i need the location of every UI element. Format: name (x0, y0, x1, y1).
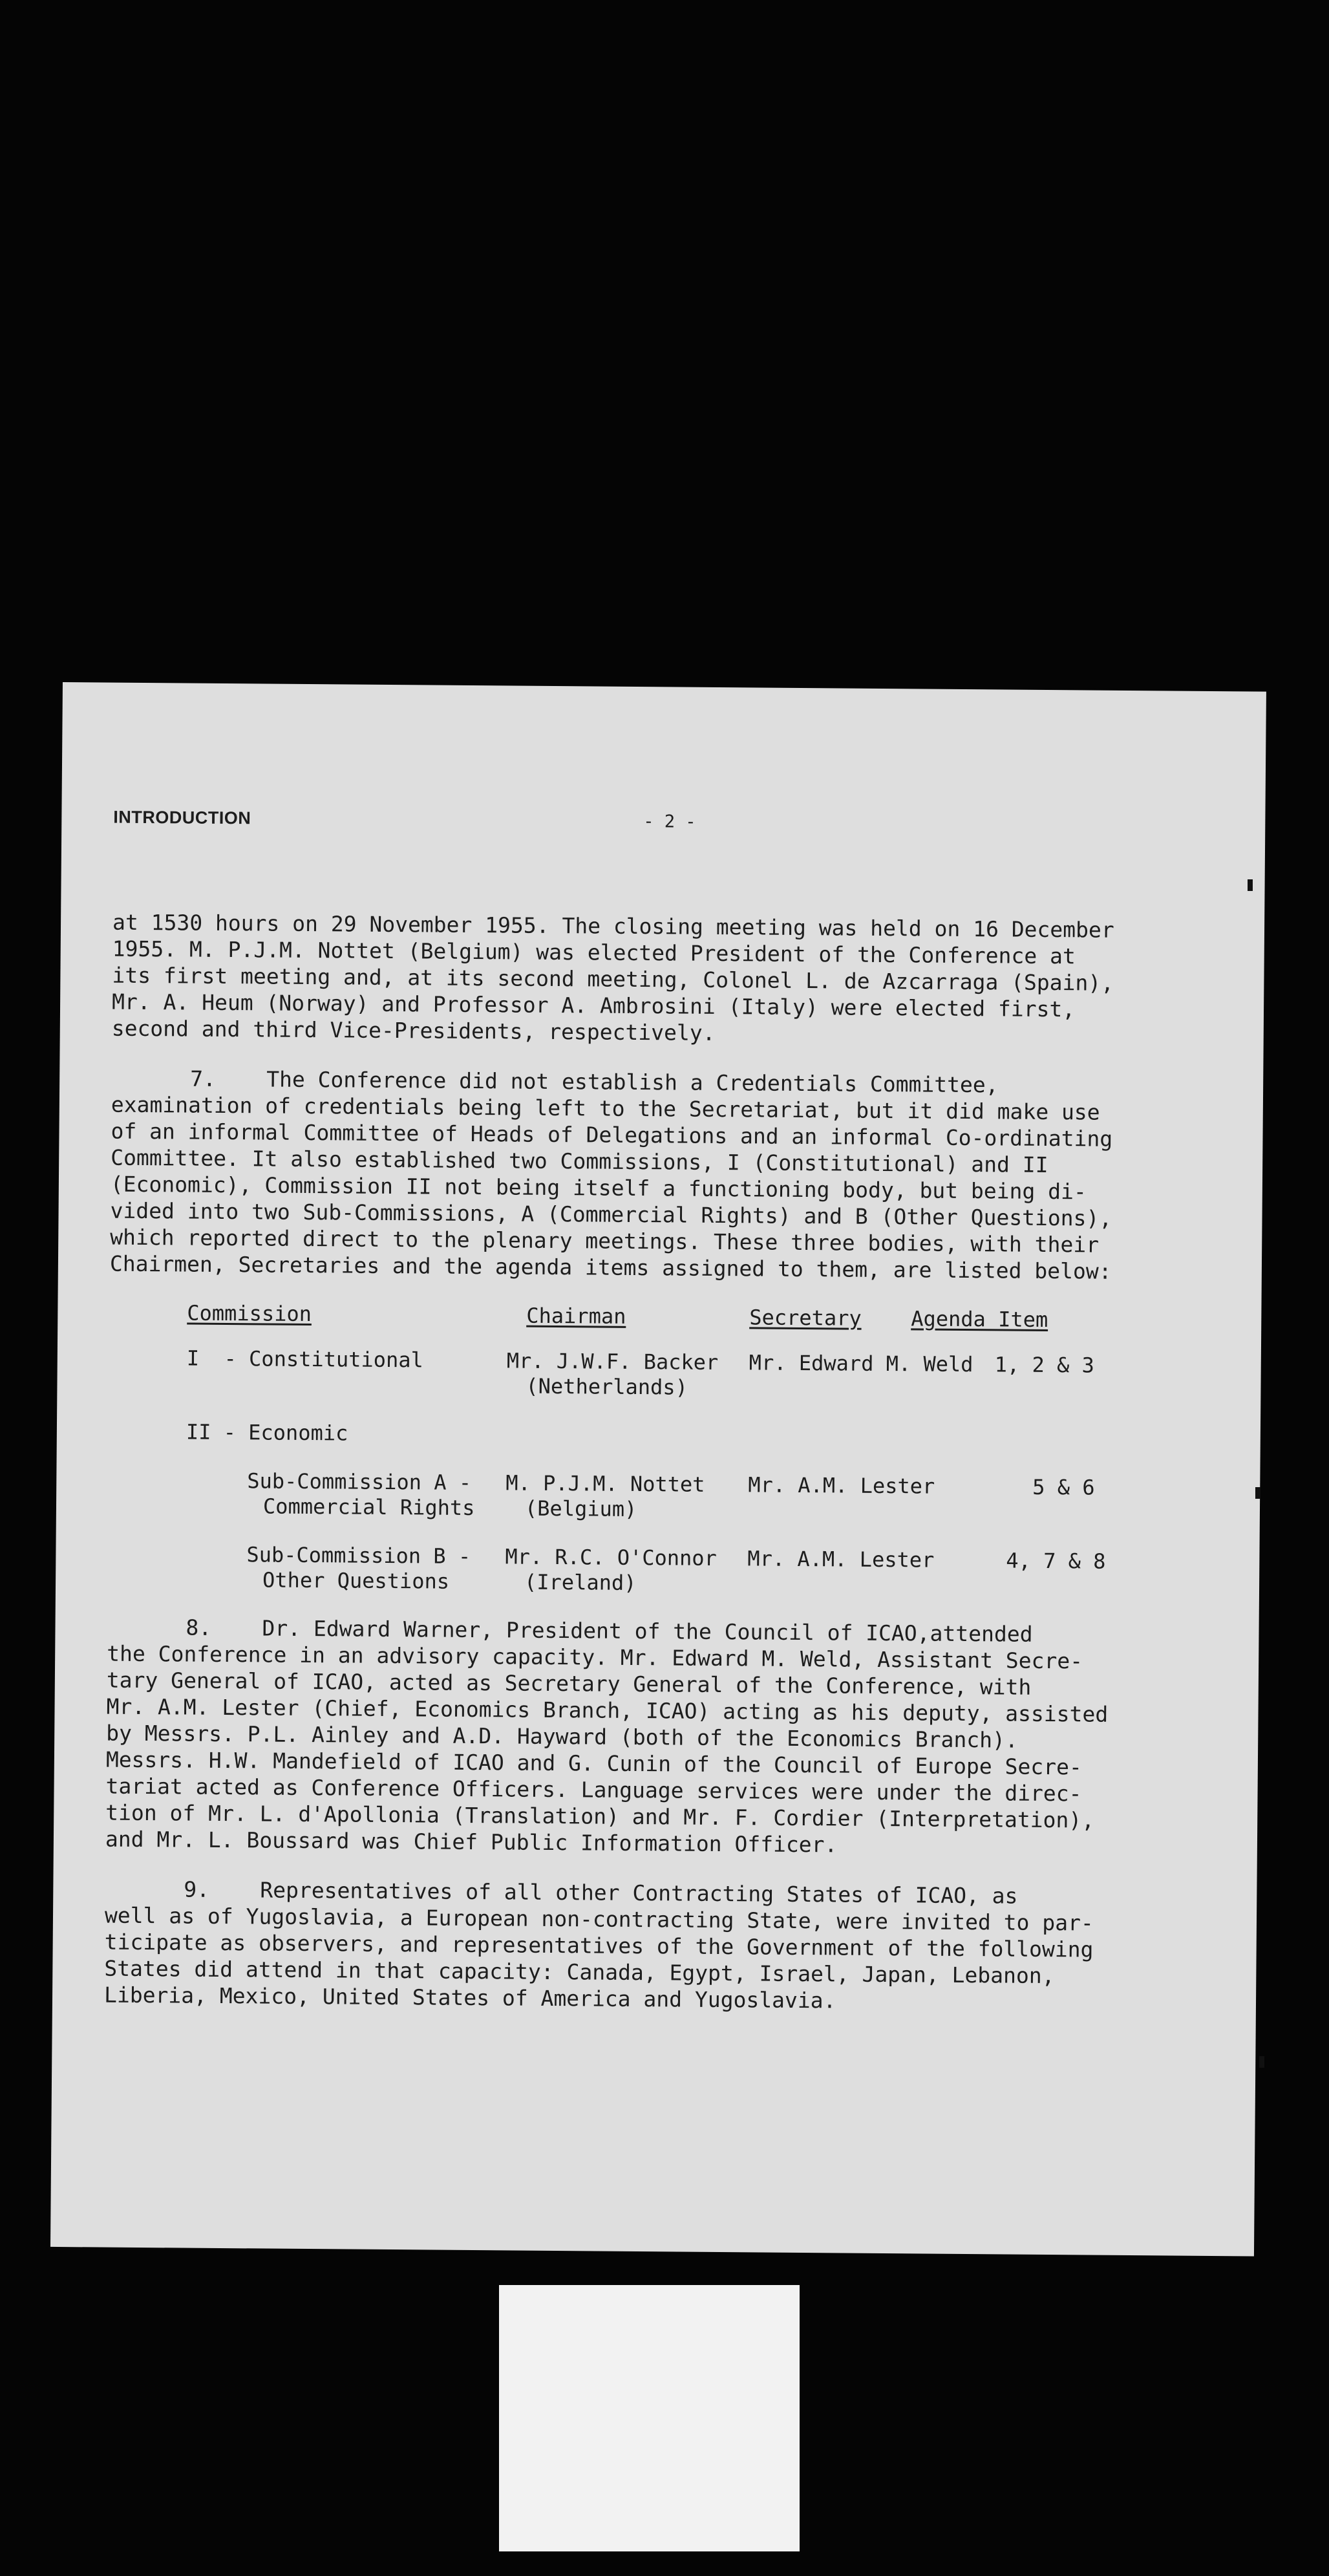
column-header-secretary: Secretary (749, 1305, 862, 1331)
paragraph-7 (110, 1065, 1224, 1285)
page-header (113, 808, 1251, 843)
paragraph-6-continued: at 1530 hours on 29 November 1955. The closing meeting was held on 16 December 1955. M. P.J.M. Nottet (Belgium) was elected President of the Conference at its first meeting and, at its second meeting, Colonel L. de Azcarraga (Spain), Mr. A. Heum (Norway) and Professor A. Ambrosini (Italy) were elected first, second and third Vice-Presidents, respectively. (111, 909, 1114, 1046)
chairman-cell: M. P.J.M. Nottet (505, 1470, 705, 1497)
table-header-row (109, 1300, 1221, 1355)
column-header-commission: Commission (187, 1300, 312, 1327)
paragraph-number: 9. (184, 1876, 210, 1902)
paragraph-8 (105, 1614, 1219, 1861)
chairman-cell: Mr. R.C. O'Connor (505, 1544, 718, 1571)
commission-sub-cell: Other Questions (262, 1567, 450, 1594)
chairman-country-cell: (Belgium) (524, 1496, 637, 1522)
paragraph-number: 8. (186, 1615, 212, 1640)
secretary-cell: Mr. A.M. Lester (748, 1472, 935, 1499)
agenda-cell: 5 & 6 (1032, 1474, 1095, 1500)
blank-card (499, 2285, 800, 2551)
agenda-cell: 1, 2 & 3 (994, 1352, 1095, 1378)
page-number: - 2 - (643, 811, 696, 832)
page-edge-mark (1248, 879, 1253, 891)
commission-sub-cell: Commercial Rights (262, 1494, 475, 1521)
chairman-country-cell: (Ireland) (524, 1569, 637, 1596)
commissions-table (107, 1300, 1221, 1600)
commission-cell: I - Constitutional (186, 1346, 423, 1373)
commission-cell: Sub-Commission B - (246, 1542, 471, 1569)
section-title: INTRODUCTION (113, 807, 251, 828)
paragraph-number: 7. (190, 1066, 217, 1091)
column-header-agenda: Agenda Item (911, 1306, 1048, 1333)
page-edge-mark (1255, 1487, 1260, 1499)
secretary-cell: Mr. A.M. Lester (747, 1546, 935, 1572)
paragraph-text: The Conference did not establish a Credentials Committee, examination of credentials being left to the Secretariat, but it did make use of an informal Committee of Heads of Delegations and an informal Co-ordinating Committee. It also established two Commissions, I (Constitutional) and II (Economic), Commission II not being itself a functioning body, but being di- vided into two Sub-Commissions, A (Commercial Rights) and B (Other Questions), which reported direct to the plenary meetings. These three bodies, with their Chairmen, Secretaries and the agenda items assigned to them, are listed below: (109, 1066, 1113, 1284)
commission-cell: Sub-Commission A - (247, 1468, 472, 1496)
column-header-chairman: Chairman (526, 1303, 626, 1329)
agenda-cell: 4, 7 & 8 (1006, 1548, 1106, 1574)
secretary-cell: Mr. Edward M. Weld (749, 1350, 973, 1377)
chairman-cell: Mr. J.W.F. Backer (506, 1348, 719, 1375)
paragraph-text: Dr. Edward Warner, President of the Council of ICAO,attended the Conference in an advisory capacity. Mr. Edward M. Weld, Assistant Secre- tary General of ICAO, acted as Secretary General of the Conference, with Mr. A.M. Lester (Chief, Economics Branch, ICAO) acting as his deputy, assisted by Messrs. P.L. Ainley and A.D. Hayward (both of the Economics Branch). Messrs. H.W. Mandefield of ICAO and G. Cunin of the Council of Europe Secre- tariat acted as Conference Officers. Language services were under the direc- tion of Mr. L. d'Apollonia (Translation) and Mr. F. Cordier (Interpretation), and Mr. L. Boussard was Chief Public Information Officer. (105, 1615, 1109, 1858)
commission-cell: II - Economic (186, 1419, 348, 1446)
document-body (104, 909, 1225, 2040)
paragraph-text: Representatives of all other Contracting States of ICAO, as well as of Yugoslavia, a European non-contracting State, were invited to par- ticipate as observers, and representatives of the Government of the following States did attend in that capacity: Canada, Egypt, Israel, Japan, Lebanon, Liberia, Mexico, United States of America and Yugoslavia. (103, 1877, 1094, 2013)
page-edge-mark (1259, 2056, 1264, 2068)
chairman-country-cell: (Netherlands) (526, 1373, 688, 1400)
document-page (50, 682, 1266, 2257)
paragraph-9 (104, 1876, 1217, 2017)
